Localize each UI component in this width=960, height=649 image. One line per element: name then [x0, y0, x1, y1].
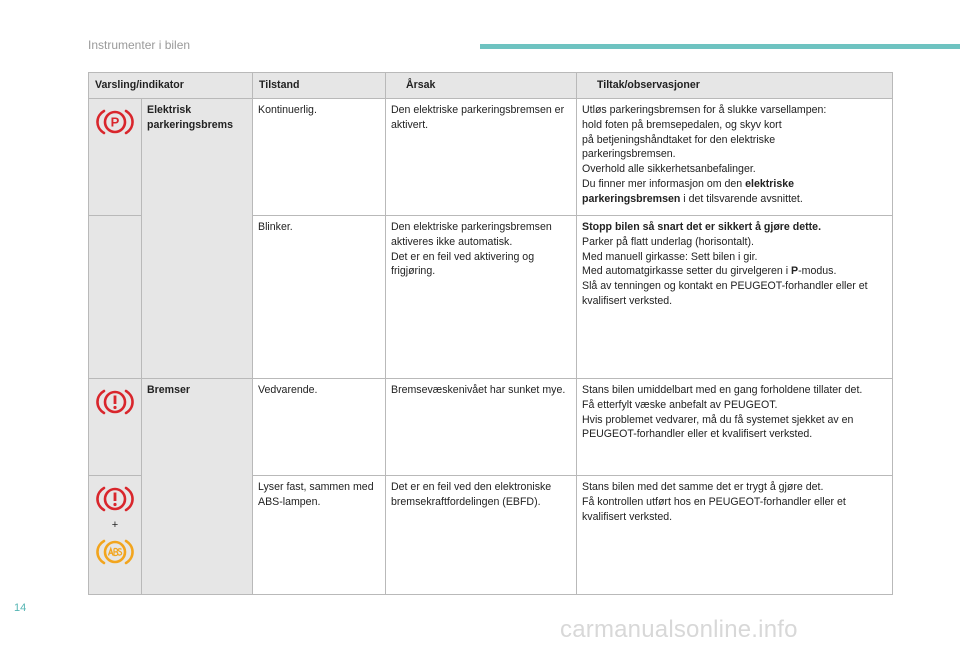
action-line: Parker på flatt underlag (horisontalt). — [582, 235, 754, 248]
reference-suffix: i det tilsvarende avsnittet. — [680, 192, 803, 205]
reference-bold: elektriske parkeringsbremsen — [582, 177, 794, 205]
gear-prefix: Med automatgirkasse setter du girvelgeren i — [582, 265, 792, 278]
action-line: Stans bilen umiddelbart med en gang forholdene tillater det. — [582, 384, 863, 396]
header-accent-bar — [480, 44, 960, 49]
action-line: Hvis problemet vedvarer, må du få systemet sjekket av en PEUGEOT-forhandler eller et kvalifisert verksted. — [582, 413, 854, 441]
gear-bold: P — [791, 265, 799, 278]
plus-sign: + — [111, 519, 119, 531]
action-warning — [582, 220, 887, 235]
cause-cell: Det er en feil ved den elektroniske bremsekraftfordelingen (EBFD). — [386, 476, 577, 595]
chapter-title: Instrumenter i bilen — [88, 38, 191, 52]
indicator-icon-cell — [89, 99, 142, 216]
indicator-icon-cell — [89, 476, 142, 595]
brake-warning-icon — [96, 387, 134, 417]
action-cell — [577, 99, 893, 216]
parking-brake-icon — [96, 107, 134, 137]
cause-cell: Den elektriske parkeringsbremsen er aktivert. — [386, 99, 577, 216]
reference-prefix: Du finner mer informasjon om den — [582, 177, 746, 190]
indicator-icon-cell — [89, 379, 142, 476]
action-line: parkeringsbremsen. — [582, 148, 676, 161]
state-cell: Blinker. — [253, 216, 386, 379]
column-header-action: Tiltak/observasjoner — [577, 73, 893, 99]
page-number: 14 — [14, 602, 27, 614]
column-header-cause: Årsak — [386, 73, 577, 99]
cause-line: Det er en feil ved aktivering og frigjøring. — [391, 250, 535, 278]
indicator-name-brakes: Bremser — [142, 379, 253, 595]
svg-text:P: P — [110, 114, 120, 130]
action-line: Få kontrollen utført hos en PEUGEOT-forhandler eller et kvalifisert verksted. — [582, 495, 846, 523]
table-row — [89, 379, 893, 476]
action-line: Overhold alle sikkerhetsanbefalinger. — [582, 163, 756, 176]
cause-cell: Bremsevæskenivået har sunket mye. — [386, 379, 577, 476]
action-warning-bold: Stopp bilen så snart det er sikkert å gjøre dette. — [582, 221, 822, 233]
action-cell — [577, 476, 893, 595]
action-line: Få etterfylt væske anbefalt av PEUGEOT. — [582, 398, 778, 411]
brake-warning-icon — [96, 484, 134, 514]
action-reference — [582, 177, 887, 207]
action-line: hold foten på bremsepedalen, og skyv kort — [582, 118, 782, 131]
cause-cell — [386, 216, 577, 379]
column-header-state: Tilstand — [253, 73, 386, 99]
cause-line: Den elektriske parkeringsbremsen aktiveres ikke automatisk. — [391, 221, 552, 248]
action-cell — [577, 379, 893, 476]
table-header-row — [89, 73, 893, 99]
gear-suffix: -modus. — [798, 265, 837, 278]
state-cell: Lyser fast, sammen med ABS-lampen. — [253, 476, 386, 595]
action-line: Utløs parkeringsbremsen for å slukke varsellampen: — [582, 104, 827, 116]
indicator-name-parking-brake: Elektrisk parkeringsbrems — [142, 99, 253, 379]
state-cell: Kontinuerlig. — [253, 99, 386, 216]
warning-lights-table — [88, 72, 893, 595]
table-row — [89, 99, 893, 216]
abs-icon — [96, 537, 134, 567]
action-line: Med manuell girkasse: Sett bilen i gir. — [582, 250, 758, 263]
action-line: på betjeningshåndtaket for den elektriske — [582, 133, 776, 146]
action-line-gear — [582, 264, 887, 279]
action-line: Stans bilen med det samme det er trygt å gjøre det. — [582, 481, 824, 493]
action-line: Slå av tenningen og kontakt en PEUGEOT-forhandler eller et kvalifisert verksted. — [582, 280, 868, 307]
indicator-icon-cell-empty — [89, 216, 142, 379]
watermark: carmanualsonline.info — [560, 616, 798, 643]
state-cell: Vedvarende. — [253, 379, 386, 476]
action-cell — [577, 216, 893, 379]
column-header-indicator: Varsling/indikator — [89, 73, 253, 99]
